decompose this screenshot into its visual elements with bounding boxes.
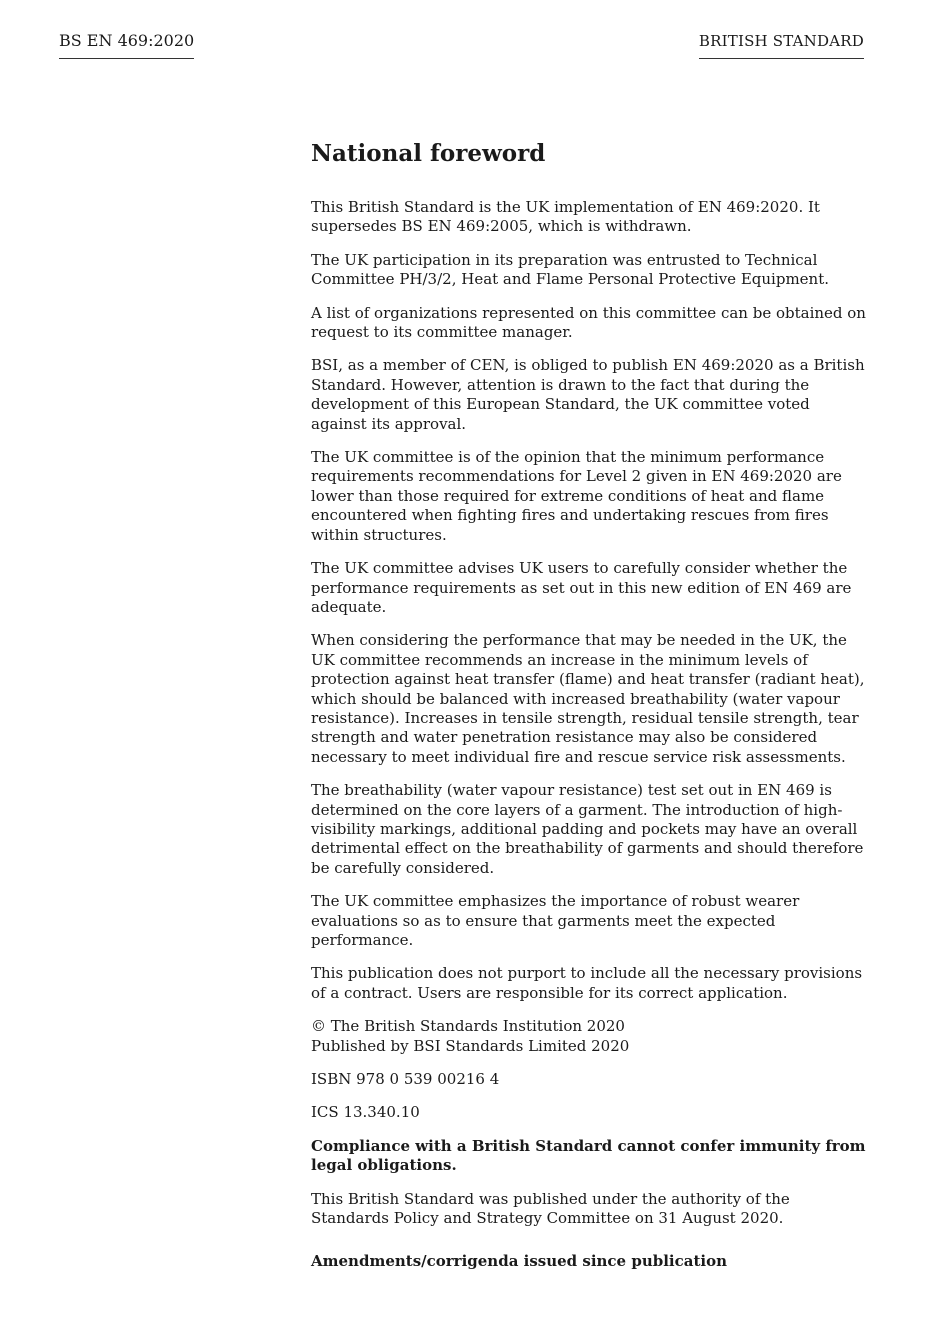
amendments-heading: Amendments/corrigenda issued since publication [311, 1252, 727, 1271]
header-document-code: BS EN 469:2020 [59, 30, 194, 59]
copyright-line: © The British Standards Institution 2020 [311, 1017, 625, 1036]
publication-authority: This British Standard was published under the authority of the Standards Policy and Strategy Committee on 31 August 2020. [311, 1189, 790, 1228]
compliance-statement: Compliance with a British Standard cannot confer immunity from legal obligations. [311, 1136, 866, 1175]
paragraph-committee-opinion: The UK committee is of the opinion that the minimum performance requirements recommendations for Level 2 given in EN 469:2020 are lower than those required for extreme conditions of heat and flame encountered when fighting fires and undertaking rescues from fires within structures. [311, 448, 842, 544]
copyright-notice [311, 1017, 866, 1056]
ics-code: ICS 13.340.10 [311, 1103, 420, 1122]
paragraph-performance-recommendations: When considering the performance that may be needed in the UK, the UK committee recommends an increase in the minimum levels of protection against heat transfer (flame) and heat transfer (radiant heat), which should be balanced with increased breathability (water vapour resistance). Increases in tensile strength, residual tensile strength, tear strength and water penetration resistance may also be considered necessary to meet individual fire and rescue service risk assessments. [311, 631, 865, 766]
paragraph-organizations: A list of organizations represented on this committee can be obtained on request to its committee manager. [311, 303, 866, 342]
foreword-content [311, 138, 866, 1272]
paragraph-cen-obligation: BSI, as a member of CEN, is obliged to publish EN 469:2020 as a British Standard. However, attention is drawn to the fact that during the development of this European Standard, the UK committee voted against its approval. [311, 356, 865, 433]
paragraph-contract-disclaimer: This publication does not purport to include all the necessary provisions of a contract. Users are responsible for its correct application. [311, 964, 863, 1002]
paragraph-breathability: The breathability (water vapour resistance) test set out in EN 469 is determined on the core layers of a garment. The introduction of high-visibility markings, additional padding and pockets may have an overall detrimental effect on the breathability of garments and should therefore be carefully considered. [311, 781, 864, 877]
paragraph-wearer-evaluations: The UK committee emphasizes the importance of robust wearer evaluations so as to ensure that garments meet the expected performance. [311, 892, 800, 949]
page-title: National foreword [311, 140, 546, 167]
publisher-line: Published by BSI Standards Limited 2020 [311, 1036, 630, 1055]
paragraph-participation: The UK participation in its preparation was entrusted to Technical Committee PH/3/2, Heat and Flame Personal Protective Equipment. [311, 250, 829, 289]
paragraph-committee-advice: The UK committee advises UK users to carefully consider whether the performance requirements as set out in this new edition of EN 469 are adequate. [311, 559, 852, 616]
header-standard-type: BRITISH STANDARD [699, 30, 864, 59]
isbn: ISBN 978 0 539 00216 4 [311, 1070, 500, 1089]
paragraph-implementation: This British Standard is the UK implementation of EN 469:2020. It supersedes BS EN 469:2005, which is withdrawn. [311, 198, 820, 236]
